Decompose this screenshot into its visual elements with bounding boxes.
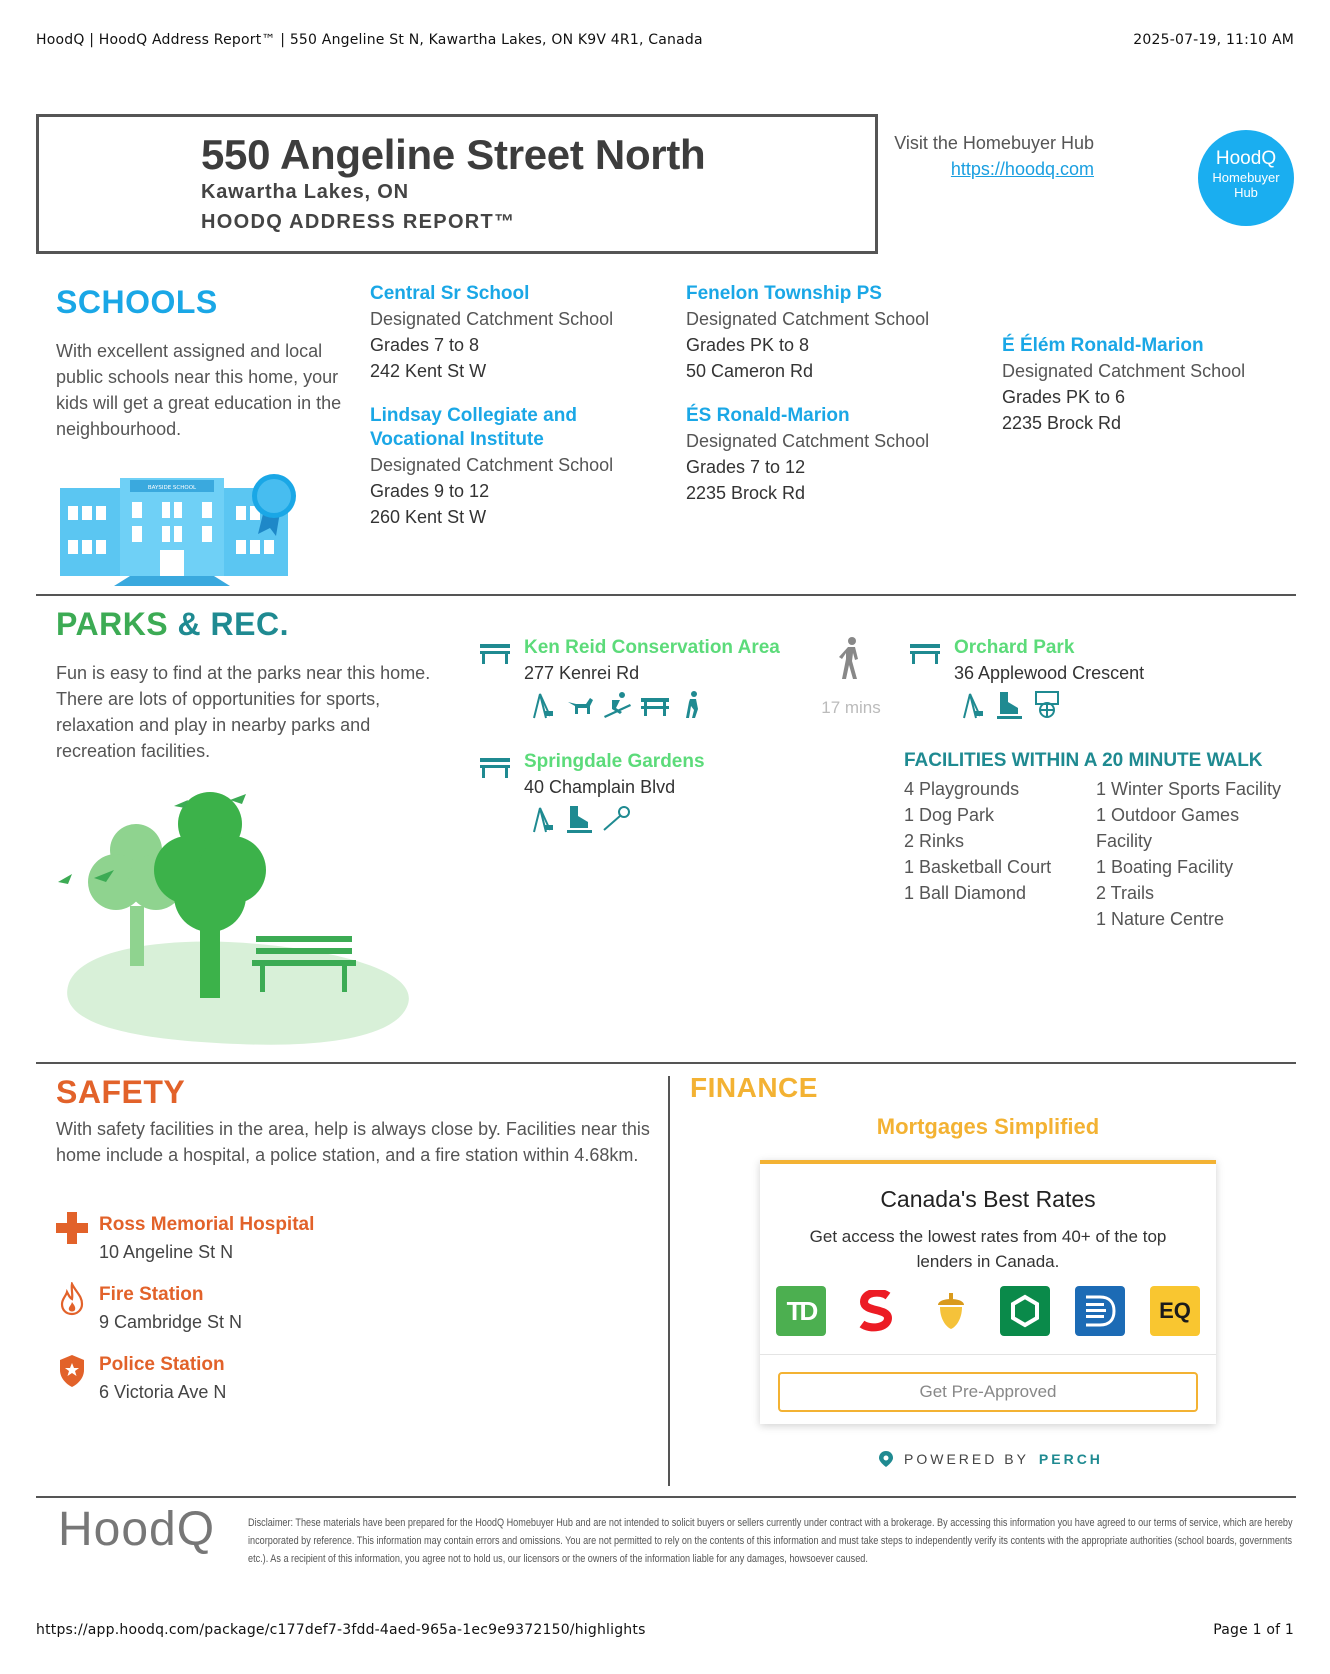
dog-park-icon xyxy=(564,690,594,720)
skate-icon xyxy=(994,690,1024,720)
parks-heading xyxy=(56,606,289,643)
hub-visit xyxy=(894,130,1094,182)
eq-logo-text: EQ xyxy=(1159,1298,1191,1323)
hub-link[interactable]: https://hoodq.com xyxy=(950,159,1094,179)
school-name-line2[interactable]: Vocational Institute xyxy=(370,429,544,450)
finance-tagline: Mortgages Simplified xyxy=(876,1114,1100,1139)
finance-heading: FINANCE xyxy=(690,1072,818,1103)
skiing-icon xyxy=(602,690,632,720)
hoodq-footer-logo: HoodQ xyxy=(58,1503,216,1556)
facility-item: 1 Dog Park xyxy=(904,805,995,825)
hub-badge-line1: HoodQ xyxy=(1215,148,1277,169)
school-card-4 xyxy=(686,404,976,506)
report-type: HOODQ ADDRESS REPORT™ xyxy=(201,211,516,233)
parks-heading-amp: & xyxy=(168,606,211,642)
park-illustration xyxy=(58,786,418,1048)
park-amenities-3 xyxy=(526,804,632,834)
park-amenities-1 xyxy=(526,690,708,720)
school-grades: Grades 9 to 12 xyxy=(370,481,490,501)
desjardins-acorn-logo xyxy=(926,1286,976,1336)
park-name[interactable]: Orchard Park xyxy=(954,637,1075,658)
blue-lender-logo xyxy=(1075,1286,1125,1336)
facilities-col1 xyxy=(904,776,1084,906)
report-address: 550 Angeline Street North xyxy=(201,131,706,178)
school-name-line1[interactable]: Lindsay Collegiate and xyxy=(370,405,577,426)
print-footer-page: Page 1 of 1 xyxy=(1213,1622,1294,1638)
playground-icon xyxy=(526,804,556,834)
walk-time: 17 mins xyxy=(821,698,881,717)
report-city: Kawartha Lakes, ON xyxy=(201,181,409,203)
td-logo-text: TD xyxy=(786,1295,816,1326)
print-header-datetime: 2025-07-19, 11:10 AM xyxy=(1133,32,1294,48)
powered-by-text: POWERED BY xyxy=(904,1451,1029,1467)
facility-item: 1 Winter Sports Facility xyxy=(1096,779,1282,799)
school-name[interactable]: Fenelon Township PS xyxy=(686,283,882,304)
powered-by xyxy=(878,1450,1103,1468)
parks-intro: Fun is easy to find at the parks near this home. There are lots of opportunities for sports, relaxation and play in nearby parks and recreation facilities. xyxy=(56,663,431,761)
print-header-title: HoodQ | HoodQ Address Report™ | 550 Angeline St N, Kawartha Lakes, ON K9V 4R1, Canada xyxy=(36,32,703,48)
card-title: Canada's Best Rates xyxy=(880,1186,1096,1212)
safety-heading: SAFETY xyxy=(56,1074,186,1110)
hub-badge-line2: Homebuyer xyxy=(1212,170,1280,185)
park-bench-icon xyxy=(910,642,940,664)
get-pre-approved-button[interactable]: Get Pre-Approved xyxy=(778,1372,1198,1412)
school-type: Designated Catchment School xyxy=(686,431,930,451)
park-address: 40 Champlain Blvd xyxy=(524,777,676,797)
facility-item: 1 Ball Diamond xyxy=(904,883,1027,903)
school-card-5 xyxy=(1002,334,1292,436)
school-name[interactable]: Central Sr School xyxy=(370,283,530,304)
police-badge-icon xyxy=(58,1354,86,1388)
school-grades: Grades PK to 8 xyxy=(686,335,810,355)
section-divider xyxy=(36,1496,1296,1498)
school-type: Designated Catchment School xyxy=(370,309,614,329)
acorn-icon xyxy=(934,1291,968,1331)
safety-address: 9 Cambridge St N xyxy=(99,1312,243,1332)
park-card-1 xyxy=(524,636,780,686)
school-name[interactable]: ÉS Ronald-Marion xyxy=(686,405,850,426)
parks-heading-rec: REC. xyxy=(210,606,289,642)
lender-logos xyxy=(776,1286,1200,1336)
facilities-col2 xyxy=(1096,776,1296,932)
baseball-icon xyxy=(602,804,632,834)
safety-intro: With safety facilities in the area, help is always close by. Facilities near this home include a hospital, a police station, and a fire station within 4.68km. xyxy=(56,1119,650,1165)
print-footer-url: https://app.hoodq.com/package/c177def7-3fdd-4aed-965a-1ec9e9372150/highlights xyxy=(36,1622,646,1638)
schools-heading: SCHOOLS xyxy=(56,284,218,320)
facility-item: 1 Nature Centre xyxy=(1096,909,1225,929)
scotiabank-logo xyxy=(851,1286,901,1336)
school-card-3 xyxy=(686,282,976,384)
park-bench-icon xyxy=(480,756,510,778)
lender-d-icon xyxy=(1082,1293,1118,1329)
scotiabank-s-icon xyxy=(858,1290,894,1332)
school-type: Designated Catchment School xyxy=(370,455,614,475)
playground-icon xyxy=(956,690,986,720)
school-card-1 xyxy=(370,282,660,384)
safety-item-2 xyxy=(99,1284,242,1333)
hexagon-icon xyxy=(1008,1294,1042,1328)
safety-address: 6 Victoria Ave N xyxy=(99,1382,227,1402)
basketball-icon xyxy=(1032,690,1062,720)
park-card-2 xyxy=(954,636,1144,686)
school-grades: Grades 7 to 8 xyxy=(370,335,480,355)
school-address: 242 Kent St W xyxy=(370,361,487,381)
facility-item: 2 Rinks xyxy=(904,831,965,851)
facility-item: 4 Playgrounds xyxy=(904,779,1020,799)
park-name[interactable]: Ken Reid Conservation Area xyxy=(524,637,780,658)
card-divider xyxy=(760,1354,1216,1355)
school-address: 260 Kent St W xyxy=(370,507,487,527)
safety-name[interactable]: Police Station xyxy=(99,1354,225,1375)
school-address: 2235 Brock Rd xyxy=(686,483,806,503)
hiking-icon xyxy=(678,690,708,720)
section-divider xyxy=(36,1062,1296,1064)
map-pin-icon xyxy=(878,1450,894,1468)
parks-heading-parks: PARKS xyxy=(56,606,169,642)
park-name[interactable]: Springdale Gardens xyxy=(524,751,705,772)
school-address: 2235 Brock Rd xyxy=(1002,413,1122,433)
report-title-box xyxy=(36,114,878,254)
flame-icon xyxy=(58,1282,86,1316)
school-sign-text: BAYSIDE SCHOOL xyxy=(147,485,197,491)
facility-item: 1 Basketball Court xyxy=(904,857,1052,877)
walking-person-icon xyxy=(836,636,866,682)
hexagon-lender-logo xyxy=(1000,1286,1050,1336)
park-amenities-2 xyxy=(956,690,1062,720)
hospital-cross-icon xyxy=(56,1212,88,1244)
safety-item-3 xyxy=(99,1354,226,1403)
park-address: 36 Applewood Crescent xyxy=(954,663,1145,683)
safety-name[interactable]: Ross Memorial Hospital xyxy=(99,1214,315,1235)
school-name[interactable]: É Élém Ronald-Marion xyxy=(1002,335,1204,356)
facility-item: 1 Boating Facility xyxy=(1096,857,1234,877)
park-address: 277 Kenrei Rd xyxy=(524,663,640,683)
perch-brand: PERCH xyxy=(1038,1451,1103,1467)
park-bench-icon xyxy=(480,642,510,664)
school-card-2 xyxy=(370,404,660,530)
school-type: Designated Catchment School xyxy=(686,309,930,329)
section-divider xyxy=(36,594,1296,596)
td-logo xyxy=(776,1286,826,1336)
disclaimer: Disclaimer: These materials have been prepared for the HoodQ Homebuyer Hub and are not intended to solicit buyers or sellers currently under contract with a brokerage. By accessing this information you have agreed to our terms of service, which are hereby incorporated by reference. This information may contain errors and omissions. You are not permitted to rely on the contents of this information and must take steps to independently verify its contents with the appropriate authorities (school boards, governments etc.). As a recipient of this information, you agree not to hold us, our licensors or the owners of the information liable for any damages, howsoever caused. xyxy=(248,1517,1293,1565)
hub-visit-text: Visit the Homebuyer Hub xyxy=(894,133,1094,153)
school-address: 50 Cameron Rd xyxy=(686,361,814,381)
safety-item-1 xyxy=(99,1214,314,1263)
safety-address: 10 Angeline St N xyxy=(99,1242,234,1262)
school-type: Designated Catchment School xyxy=(1002,361,1246,381)
schools-intro: With excellent assigned and local public schools near this home, your kids will get a great education in the neighbourhood. xyxy=(56,341,342,439)
school-grades: Grades PK to 6 xyxy=(1002,387,1126,407)
facility-item: 2 Trails xyxy=(1096,883,1155,903)
school-building-illustration xyxy=(60,470,306,590)
facility-item: Facility xyxy=(1096,831,1153,851)
facilities-heading: FACILITIES WITHIN A 20 MINUTE WALK xyxy=(904,750,1263,771)
eq-bank-logo xyxy=(1150,1286,1200,1336)
facility-item: 1 Outdoor Games xyxy=(1096,805,1240,825)
card-text: Get access the lowest rates from 40+ of the top lenders in Canada. xyxy=(809,1227,1167,1271)
safety-name[interactable]: Fire Station xyxy=(99,1284,204,1305)
park-card-3 xyxy=(524,750,705,800)
column-divider xyxy=(668,1076,670,1486)
skate-icon xyxy=(564,804,594,834)
homebuyer-hub-badge[interactable] xyxy=(1198,130,1294,226)
playground-icon xyxy=(526,690,556,720)
picnic-table-icon xyxy=(640,690,670,720)
hub-badge-line3: Hub xyxy=(1234,185,1258,200)
mortgage-card xyxy=(760,1160,1216,1424)
school-grades: Grades 7 to 12 xyxy=(686,457,806,477)
